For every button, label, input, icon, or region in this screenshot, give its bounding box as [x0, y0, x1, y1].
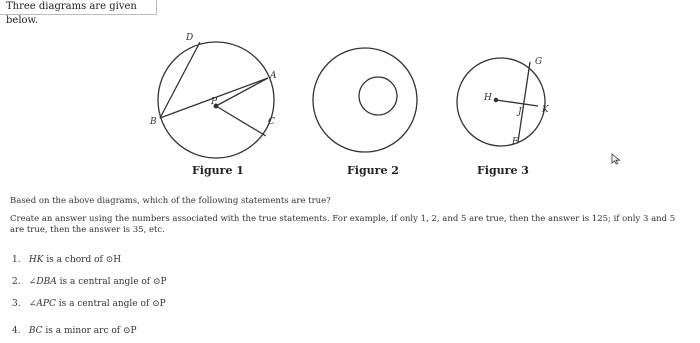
chord-gf — [518, 62, 530, 142]
statement-text: is a minor arc of ⊙P — [45, 326, 137, 336]
label-h: H — [484, 93, 492, 103]
statement-math: ∠APC — [28, 299, 56, 309]
label-b: B — [150, 117, 157, 127]
radius-pc — [216, 106, 266, 136]
figure-3-caption: Figure 3 — [477, 164, 529, 177]
label-k: K — [542, 105, 549, 115]
statement-number: 2. — [12, 277, 21, 287]
label-a: A — [270, 71, 277, 81]
diagrams-area — [0, 20, 700, 170]
statement-2 — [12, 276, 167, 288]
intro-text: Three diagrams are given below. — [0, 0, 157, 15]
segment-hk — [496, 100, 538, 106]
statement-text: is a central angle of ⊙P — [59, 277, 167, 287]
label-g: G — [535, 57, 543, 67]
figure-2-caption: Figure 2 — [347, 164, 399, 177]
statement-math: ∠DBA — [28, 277, 57, 287]
statement-math: BC — [28, 326, 43, 336]
outer-circle — [313, 48, 417, 152]
statement-number: 1. — [12, 255, 21, 265]
center-h-dot — [494, 98, 497, 101]
statement-4 — [12, 325, 137, 337]
label-j: J — [518, 107, 522, 117]
chord-bd — [160, 42, 200, 118]
figure-1-caption: Figure 1 — [192, 164, 244, 177]
label-d: D — [186, 33, 194, 43]
question-text: Based on the above diagrams, which of the following statements are true? — [10, 196, 331, 206]
statement-math: HK — [28, 255, 44, 265]
figure-2-diagram — [313, 48, 417, 152]
statement-1 — [12, 254, 121, 266]
label-f: F — [512, 137, 519, 147]
radius-pa — [216, 78, 268, 106]
figure-3-circle — [457, 58, 545, 146]
statement-number: 3. — [12, 299, 21, 309]
instructions-text: Create an answer using the numbers associated with the true statements. For example, if only 1, 2, and 5 are true, then the answer is 125; if only 3 and 5 are true, then the answer is 35, etc. — [10, 214, 676, 235]
figure-3-diagram — [457, 58, 545, 146]
mouse-cursor-icon — [611, 153, 621, 165]
statement-number: 4. — [12, 326, 21, 336]
inner-circle — [359, 77, 397, 115]
label-p: P — [211, 97, 218, 107]
statement-text: is a chord of ⊙H — [46, 255, 122, 265]
statement-3 — [12, 298, 166, 310]
statement-text: is a central angle of ⊙P — [58, 299, 166, 309]
label-c: C — [268, 117, 275, 127]
